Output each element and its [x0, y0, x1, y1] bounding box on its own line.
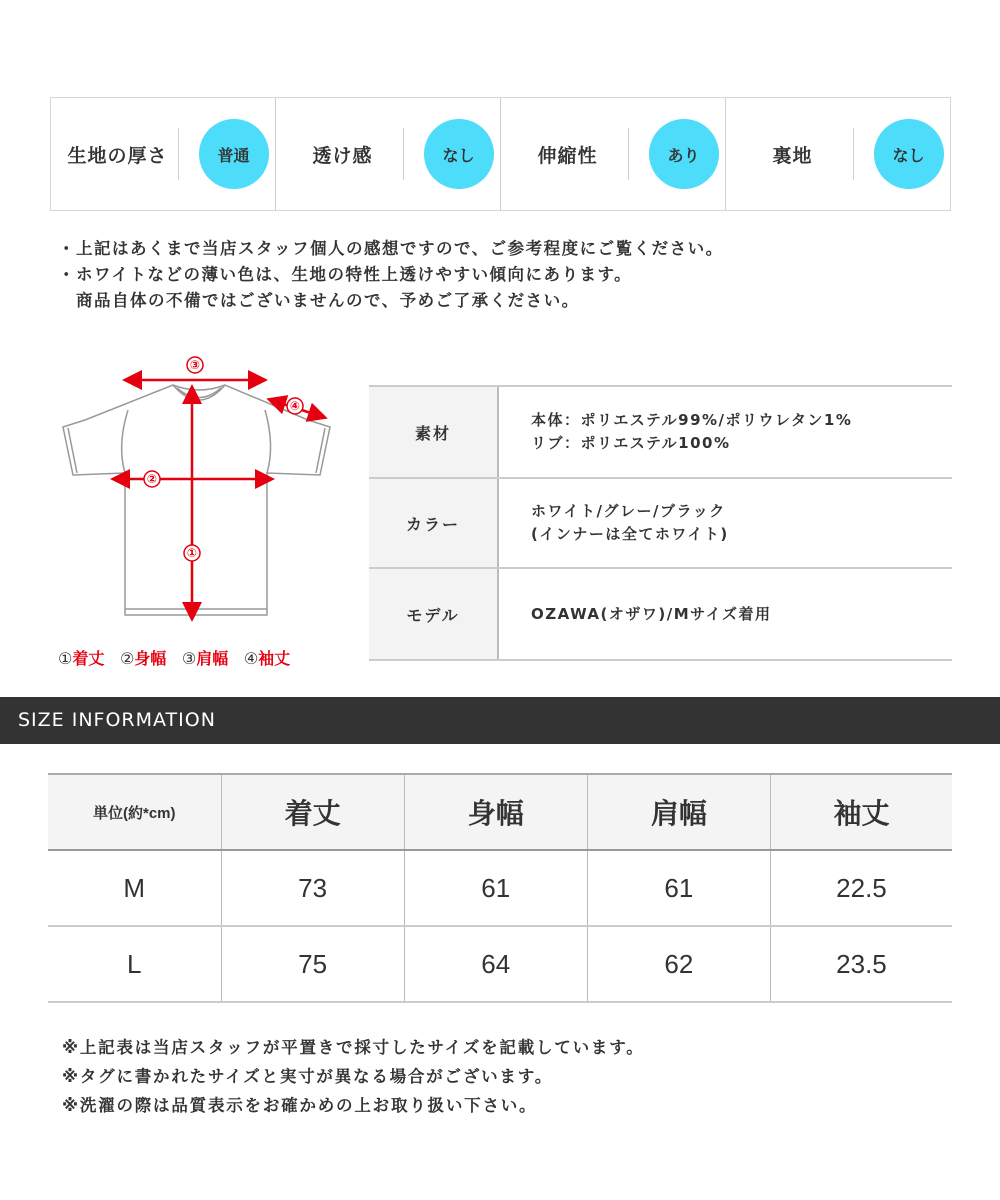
feature-thickness [51, 98, 276, 210]
cell: 23.5 [770, 926, 952, 1002]
divider [628, 128, 629, 180]
table-row [48, 850, 952, 926]
spec-head: 素材 [369, 387, 499, 477]
spec-row-color [369, 479, 952, 569]
footnote: ※洗濯の際は品質表示をお確かめの上お取り扱い下さい。 [62, 1096, 538, 1115]
note-line: ・上記はあくまで当店スタッフ個人の感想ですので、ご参考程度にご覧ください。 [58, 239, 724, 258]
cell: 61 [587, 850, 770, 926]
cell: 62 [587, 926, 770, 1002]
col-header: 着丈 [221, 774, 404, 850]
size-table-header [48, 774, 952, 850]
legend-num: ③ [181, 649, 197, 668]
legend-num: ④ [243, 649, 259, 668]
feature-badge: なし [874, 119, 944, 189]
feature-transparency [276, 98, 501, 210]
legend-label: 着丈 [72, 649, 105, 668]
divider [853, 128, 854, 180]
feature-label: 透け感 [312, 144, 373, 167]
cell: 22.5 [770, 850, 952, 926]
size-table [48, 773, 952, 1003]
cell: 75 [221, 926, 404, 1002]
legend-num: ① [58, 649, 73, 668]
spec-table [369, 385, 952, 661]
cell: 73 [221, 850, 404, 926]
spec-line: リブ：ポリエステル100% [531, 434, 731, 452]
spec-line: ホワイト/グレー/ブラック [531, 502, 726, 520]
spec-value [499, 479, 952, 567]
size-label: M [48, 850, 221, 926]
note-line: 商品自体の不備ではございませんので、予めご了承ください。 [58, 291, 580, 310]
marker-width: ② [146, 472, 158, 486]
spec-row-material [369, 387, 952, 479]
feature-stretch [501, 98, 726, 210]
legend-label: 袖丈 [258, 649, 291, 668]
marker-length: ① [186, 546, 198, 560]
size-info-header: SIZE INFORMATION [0, 697, 1000, 744]
tshirt-outline-icon [63, 385, 330, 615]
feature-label: 伸縮性 [537, 144, 598, 167]
fabric-features-bar [50, 97, 951, 211]
feature-label: 裏地 [772, 144, 813, 167]
spec-value [499, 569, 952, 659]
col-header: 袖丈 [770, 774, 952, 850]
spec-value [499, 387, 952, 477]
spec-head: モデル [369, 569, 499, 659]
cell: 61 [404, 850, 587, 926]
size-label: L [48, 926, 221, 1002]
marker-sleeve: ④ [289, 399, 301, 413]
table-row [48, 926, 952, 1002]
tshirt-measurement-diagram [55, 355, 345, 630]
feature-lining [726, 98, 950, 210]
diagram-legend [58, 646, 300, 669]
spec-line: OZAWA(オザワ)/Mサイズ着用 [531, 604, 772, 623]
feature-badge: なし [424, 119, 494, 189]
divider [403, 128, 404, 180]
unit-header: 単位(約*cm) [48, 774, 221, 850]
spec-line: 本体：ポリエステル99%/ポリウレタン1% [531, 411, 853, 429]
spec-row-model [369, 569, 952, 661]
spec-line: (インナーは全てホワイト) [531, 525, 729, 543]
legend-num: ② [119, 649, 135, 668]
marker-shoulder: ③ [189, 358, 201, 372]
size-footnotes [62, 1033, 645, 1120]
feature-notes [58, 236, 724, 314]
spec-head: カラー [369, 479, 499, 567]
cell: 64 [404, 926, 587, 1002]
footnote: ※タグに書かれたサイズと実寸が異なる場合がございます。 [62, 1067, 554, 1086]
feature-label: 生地の厚さ [67, 144, 168, 167]
feature-badge: 普通 [199, 119, 269, 189]
col-header: 身幅 [404, 774, 587, 850]
note-line: ・ホワイトなどの薄い色は、生地の特性上透けやすい傾向にあります。 [58, 265, 633, 284]
feature-badge: あり [649, 119, 719, 189]
divider [178, 128, 179, 180]
col-header: 肩幅 [587, 774, 770, 850]
legend-label: 身幅 [134, 649, 167, 668]
footnote: ※上記表は当店スタッフが平置きで採寸したサイズを記載しています。 [62, 1038, 645, 1057]
legend-label: 肩幅 [196, 649, 229, 668]
